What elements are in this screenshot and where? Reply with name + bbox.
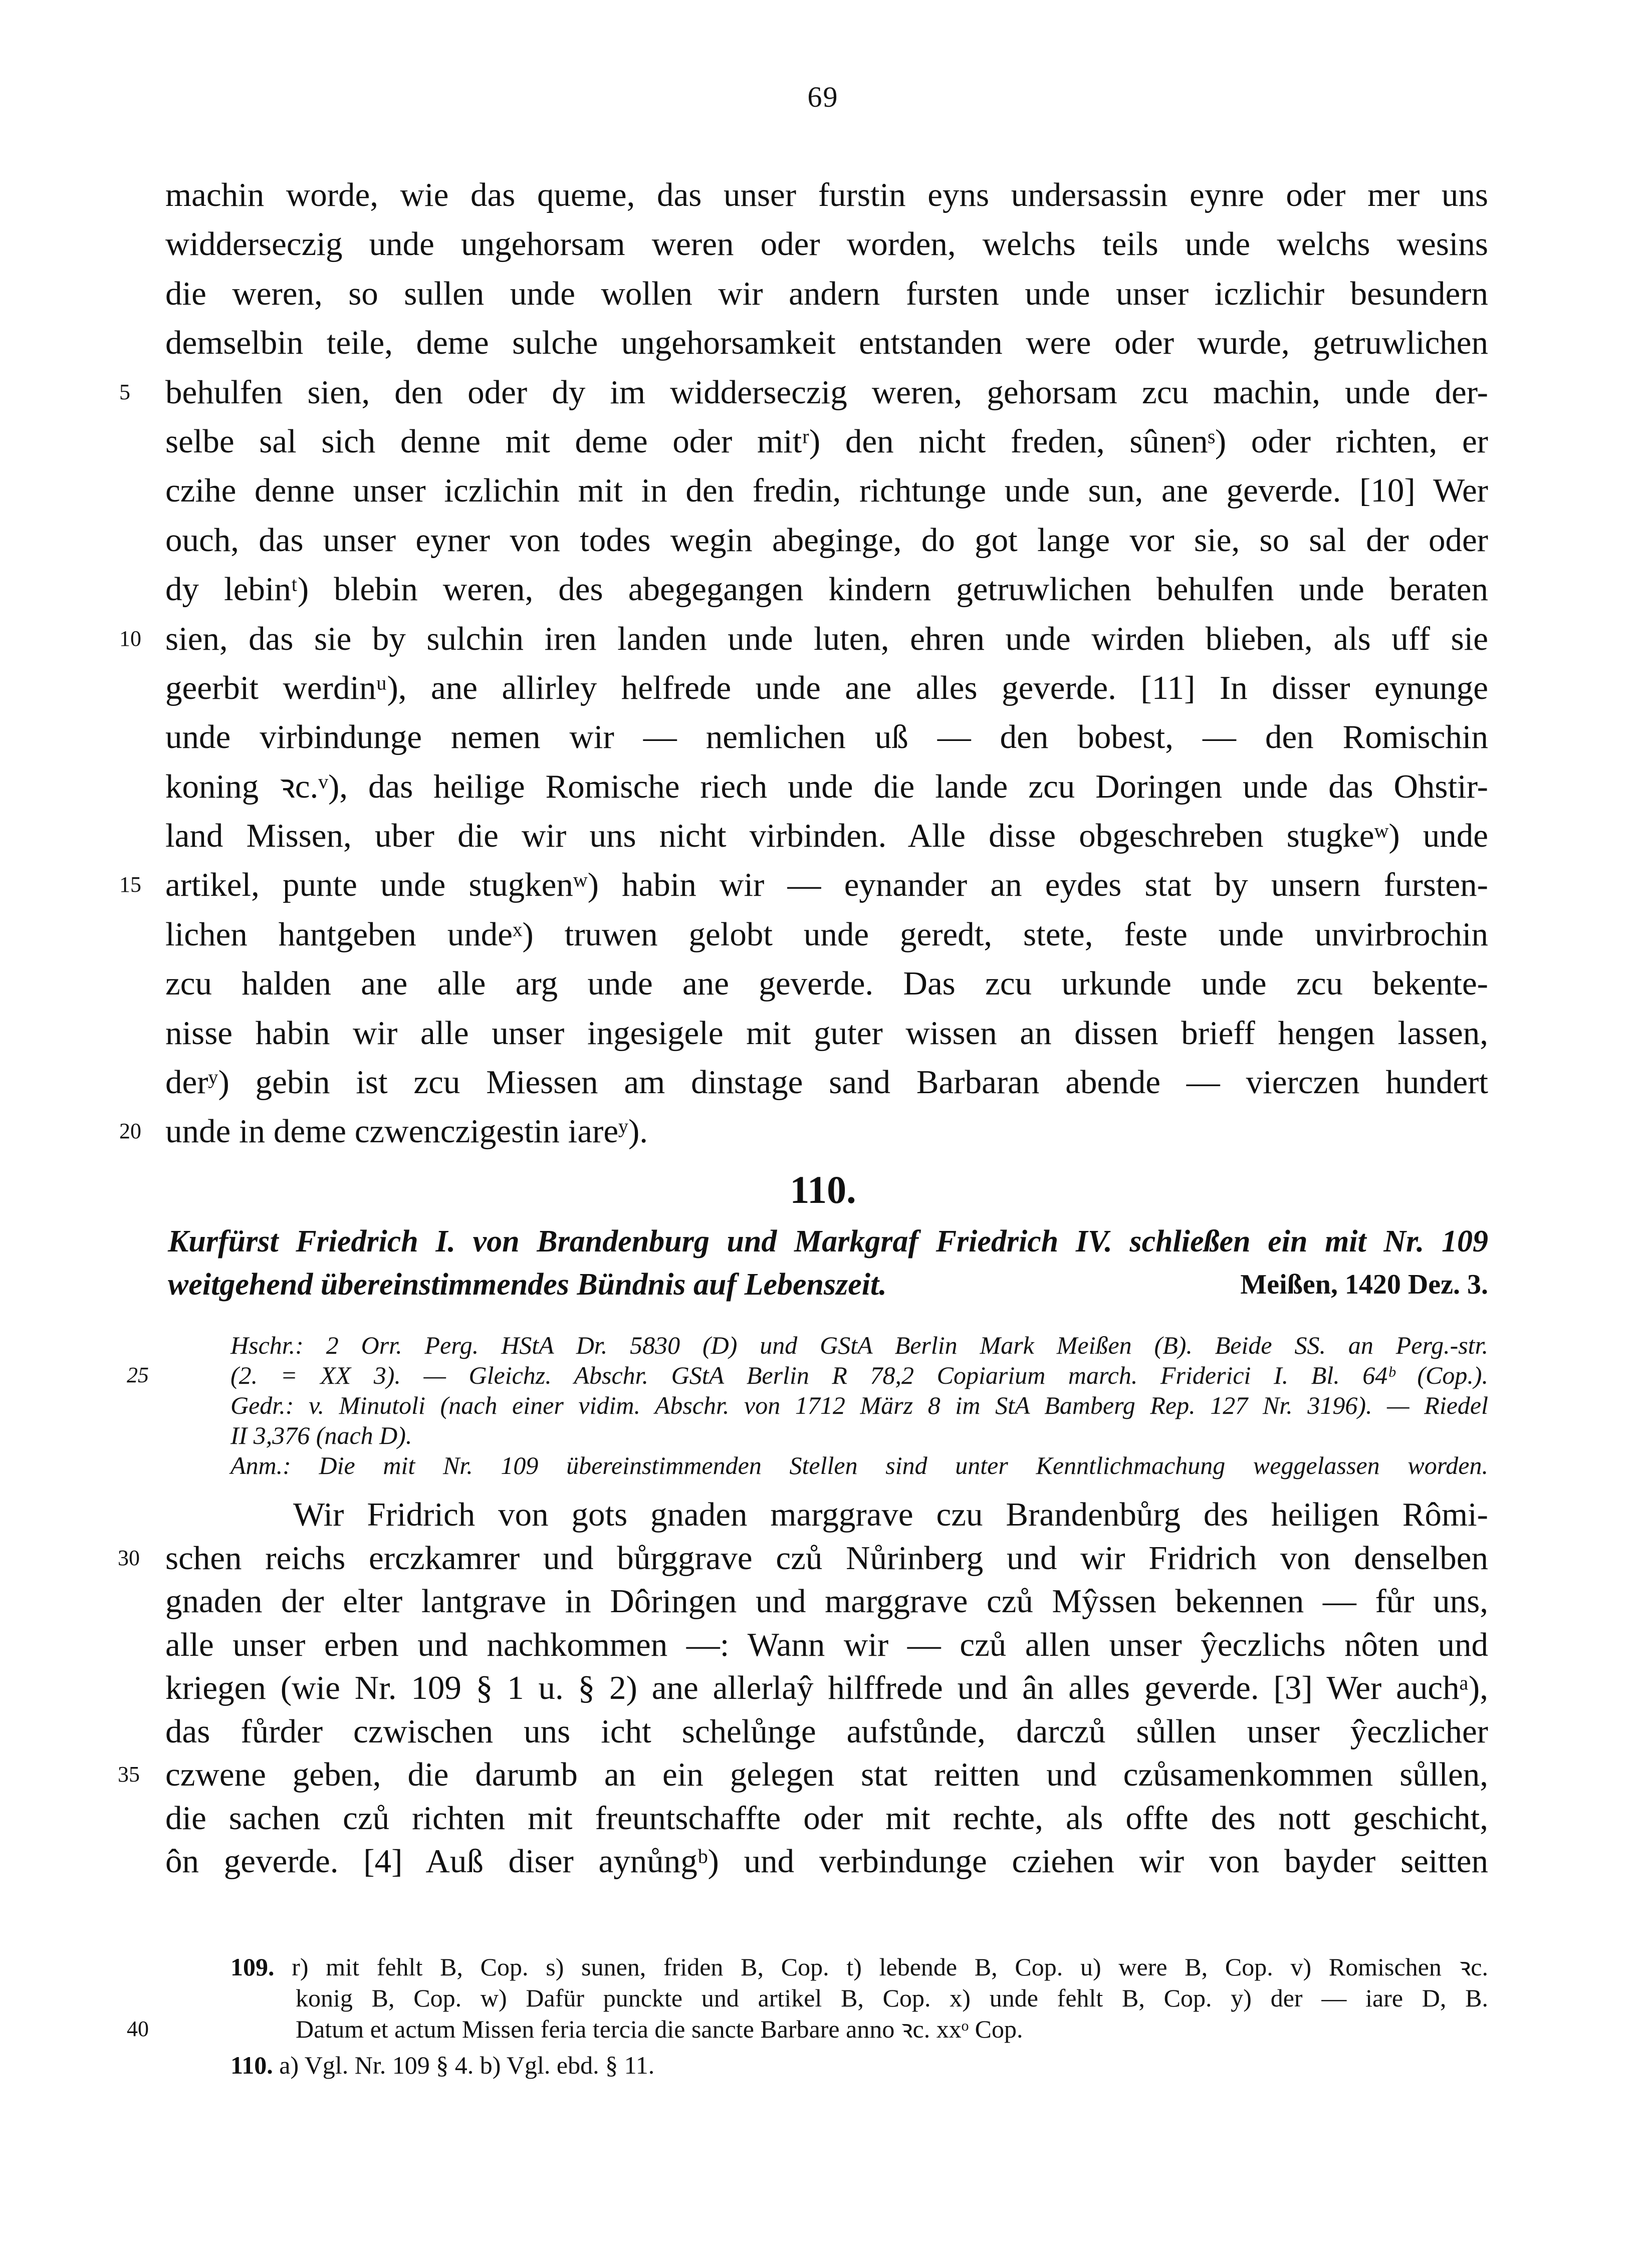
line-text: sien, das sie by sulchin iren landen unde luten, ehren unde wirden blieben, als uff sie bbox=[165, 620, 1488, 657]
line-text: das fůrder czwischen uns icht schelůnge aufstůnde, darczů sůllen unser ŷeczlicher bbox=[165, 1712, 1488, 1750]
line-text: dy lebinᵗ) blebin weren, des abegegangen kindern getruwlichen behulfen unde beraten bbox=[165, 571, 1488, 608]
document-text bbox=[118, 1493, 1488, 1883]
line-text: ouch, das unser eyner von todes wegin abeginge, do got lange vor sie, so sal der oder bbox=[165, 521, 1488, 559]
text-line bbox=[119, 368, 1488, 417]
line-text: widderseczig unde ungehorsam weren oder worden, welchs teils unde welchs wesins bbox=[165, 225, 1488, 263]
text-line bbox=[165, 466, 1488, 515]
line-text: nisse habin wir alle unser ingesigele mit guter wissen an dissen brieff hengen lassen, bbox=[165, 1014, 1488, 1052]
line-text: Gedr.: v. Minutoli (nach einer vidim. Abschr. von 1712 März 8 im StA Bamberg Rep. 127 Nr. 3196). — Riedel bbox=[230, 1391, 1488, 1419]
source-line bbox=[230, 1450, 1488, 1480]
text-line bbox=[165, 1797, 1488, 1840]
regest-line: weitgehend übereinstimmendes Bündnis auf Lebenszeit. bbox=[168, 1268, 887, 1302]
source-notes bbox=[127, 1330, 1488, 1480]
footnote-109 bbox=[127, 1951, 1488, 2045]
text-line bbox=[165, 1058, 1488, 1107]
line-number: 40 bbox=[127, 2017, 149, 2041]
text-line bbox=[165, 1493, 1488, 1537]
line-text: koning ꝛc.ᵛ), das heilige Romische riech unde die lande zcu Doringen unde das Ohstir- bbox=[165, 768, 1488, 805]
line-text: Anm.: Die mit Nr. 109 übereinstimmenden Stellen sind unter Kenntlichmachung weggelassen worden. bbox=[230, 1451, 1488, 1479]
text-line bbox=[165, 762, 1488, 811]
footnote-label: 110. bbox=[230, 2051, 273, 2079]
main-text bbox=[119, 170, 1488, 1156]
footnote-text: Datum et actum Missen feria tercia die sancte Barbare anno ꝛc. xxᵒ Cop. bbox=[296, 2015, 1023, 2043]
text-line bbox=[165, 1666, 1488, 1710]
line-text: derʸ) gebin ist zcu Miessen am dinstage sand Barbaran abende — vierczen hundert bbox=[165, 1064, 1488, 1101]
source-line bbox=[230, 1390, 1488, 1420]
regest bbox=[168, 1220, 1488, 1306]
text-line bbox=[165, 1710, 1488, 1753]
line-number: 20 bbox=[119, 1119, 141, 1144]
footnote-label: 109. bbox=[230, 1953, 275, 1981]
text-line bbox=[165, 1623, 1488, 1667]
text-line bbox=[118, 1753, 1488, 1797]
line-text: II 3,376 (nach D). bbox=[230, 1421, 412, 1449]
text-line bbox=[165, 1009, 1488, 1058]
line-text: czwene geben, die darumb an ein gelegen stat reitten und czůsamenkommen sůllen, bbox=[165, 1756, 1488, 1793]
text-line bbox=[165, 417, 1488, 466]
source-line bbox=[230, 1330, 1488, 1360]
text-line bbox=[165, 318, 1488, 367]
footnotes bbox=[127, 1951, 1488, 2086]
line-text: kriegen (wie Nr. 109 § 1 u. § 2) ane allerlaŷ hilffrede und ân alles geverde. [3] Wer auchᵃ), bbox=[165, 1669, 1488, 1706]
footnote-text: konig B, Cop. w) Dafür punckte und artikel B, Cop. x) unde fehlt B, Cop. y) der — iare D, B. bbox=[296, 1984, 1488, 2012]
text-line bbox=[165, 516, 1488, 565]
line-number: 15 bbox=[119, 872, 141, 897]
page-number: 69 bbox=[807, 81, 839, 113]
text-line bbox=[118, 1537, 1488, 1580]
text-line bbox=[165, 565, 1488, 614]
text-line bbox=[165, 1580, 1488, 1623]
document-number: 110. bbox=[790, 1168, 856, 1211]
text-line bbox=[165, 269, 1488, 318]
text-line bbox=[165, 712, 1488, 762]
line-text: die sachen czů richten mit freuntschaffte oder mit rechte, als offte des nott geschicht, bbox=[165, 1799, 1488, 1837]
line-text: artikel, punte unde stugkenʷ) habin wir — eynander an eydes stat by unsern fursten- bbox=[165, 866, 1488, 904]
text-line bbox=[119, 860, 1488, 909]
line-text: Hschr.: 2 Orr. Perg. HStA Dr. 5830 (D) und GStA Berlin Mark Meißen (B). Beide SS. an Perg.-str. bbox=[230, 1331, 1488, 1359]
line-text: behulfen sien, den oder dy im widderseczig weren, gehorsam zcu machin, unde der- bbox=[165, 373, 1488, 411]
line-text: machin worde, wie das queme, das unser furstin eyns undersassin eynre oder mer uns bbox=[165, 176, 1488, 213]
line-text: schen reichs erczkamrer und bůrggrave czů Nůrinberg und wir Fridrich von denselben bbox=[165, 1539, 1488, 1577]
line-text: selbe sal sich denne mit deme oder mitʳ) den nicht freden, sûnenˢ) oder richten, er bbox=[165, 422, 1488, 460]
line-number: 30 bbox=[118, 1545, 140, 1570]
line-text: (2. = XX 3). — Gleichz. Abschr. GStA Berlin R 78,2 Copiarium march. Friderici I. Bl. 64ᵇ (Cop.). bbox=[230, 1361, 1488, 1389]
line-text: ôn geverde. [4] Auß diser aynůngᵇ) und verbindunge cziehen wir von bayder seitten bbox=[165, 1843, 1488, 1880]
footnote-text: r) mit fehlt B, Cop. s) sunen, friden B, Cop. t) lebende B, Cop. u) were B, Cop. v) Romischen ꝛc. bbox=[292, 1953, 1488, 1981]
line-text: unde in deme czwenczigestin iareʸ). bbox=[165, 1113, 648, 1150]
line-text: lichen hantgeben undeˣ) truwen gelobt unde geredt, stete, feste unde unvirbrochin bbox=[165, 915, 1488, 953]
line-text: geerbit werdinᵘ), ane allirley helfrede unde ane alles geverde. [11] In disser eynunge bbox=[165, 669, 1488, 706]
footnote-110 bbox=[230, 2050, 1488, 2081]
line-text: Wir Fridrich von gots gnaden marggrave czu Brandenbůrg des heiligen Rômi- bbox=[293, 1496, 1488, 1533]
line-number: 5 bbox=[119, 379, 130, 404]
footnote-text: a) Vgl. Nr. 109 § 4. b) Vgl. ebd. § 11. bbox=[279, 2051, 655, 2079]
line-text: zcu halden ane alle arg unde ane geverde. Das zcu urkunde unde zcu bekente- bbox=[165, 965, 1488, 1002]
text-line bbox=[119, 614, 1488, 663]
line-number: 10 bbox=[119, 626, 141, 651]
regest-line: Kurfürst Friedrich I. von Brandenburg und Markgraf Friedrich IV. schließen ein mit Nr. 109 bbox=[168, 1224, 1488, 1258]
line-text: alle unser erben und nachkommen —: Wann wir — czů allen unser ŷeczlichs nôten und bbox=[165, 1626, 1488, 1663]
text-line bbox=[165, 959, 1488, 1008]
line-text: demselbin teile, deme sulche ungehorsamkeit entstanden were oder wurde, getruwlichen bbox=[165, 324, 1488, 362]
source-line bbox=[230, 1420, 1488, 1450]
line-text: czihe denne unser iczlichin mit in den fredin, richtunge unde sun, ane geverde. [10] Wer bbox=[165, 472, 1488, 510]
regest-date: Meißen, 1420 Dez. 3. bbox=[1240, 1269, 1488, 1300]
line-text: gnaden der elter lantgrave in Dôringen und marggrave czů Mŷssen bekennen — fůr uns, bbox=[165, 1583, 1488, 1620]
source-line bbox=[127, 1360, 1488, 1390]
text-line bbox=[119, 1107, 1488, 1156]
text-line bbox=[165, 663, 1488, 712]
text-line bbox=[165, 1840, 1488, 1883]
line-text: land Missen, uber die wir uns nicht virbinden. Alle disse obgeschreben stugkeʷ) unde bbox=[165, 817, 1488, 855]
line-text: unde virbindunge nemen wir — nemlichen uß — den bobest, — den Romischin bbox=[165, 718, 1488, 756]
line-number: 25 bbox=[127, 1363, 149, 1387]
text-line bbox=[165, 219, 1488, 269]
line-text: die weren, so sullen unde wollen wir andern fursten unde unser iczlichir besundern bbox=[165, 275, 1488, 312]
text-line bbox=[165, 910, 1488, 959]
line-number: 35 bbox=[118, 1762, 140, 1787]
text-line bbox=[165, 170, 1488, 219]
text-line bbox=[165, 811, 1488, 860]
